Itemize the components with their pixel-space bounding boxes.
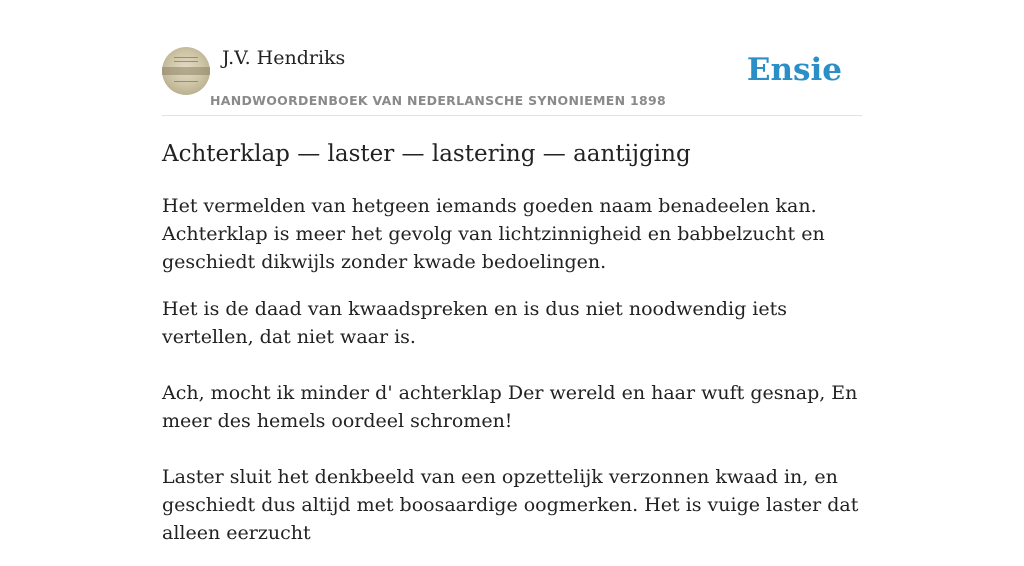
entry-title: Achterklap — laster — lastering — aantijging <box>162 141 691 167</box>
brand-logo[interactable]: Ensie <box>746 52 842 88</box>
entry-paragraph: Het is de daad van kwaadspreken en is dus niet noodwendig iets vertellen, dat niet waar is. <box>162 298 788 348</box>
avatar-cover-line <box>174 57 198 58</box>
entry-body <box>162 192 862 566</box>
header-divider <box>162 115 862 116</box>
author-link[interactable]: J.V. Hendriks <box>222 47 346 69</box>
entry-quote: Ach, mocht ik minder d' achterklap Der wereld en haar wuft gesnap, En meer des hemels oordeel schromen! <box>162 382 858 432</box>
page <box>162 0 862 544</box>
entry-paragraph: Laster sluit het denkbeeld van een opzettelijk verzonnen kwaad in, en geschiedt dus altijd met boosaardige oogmerken. Het is vuige laster dat alleen eerzucht <box>162 466 859 544</box>
avatar-cover-line <box>174 61 198 62</box>
entry-header <box>162 46 862 116</box>
avatar-cover-band <box>162 67 210 75</box>
author-avatar[interactable] <box>162 47 210 95</box>
entry-paragraph: Het vermelden van hetgeen iemands goeden naam benadeelen kan. Achterklap is meer het gevolg van lichtzinnigheid en babbelzucht en geschiedt dikwijls zonder kwade bedoelingen. <box>162 195 825 273</box>
avatar-cover-line <box>174 81 198 82</box>
source-link[interactable]: HANDWOORDENBOEK VAN NEDERLANSCHE SYNONIEMEN 1898 <box>210 93 667 108</box>
